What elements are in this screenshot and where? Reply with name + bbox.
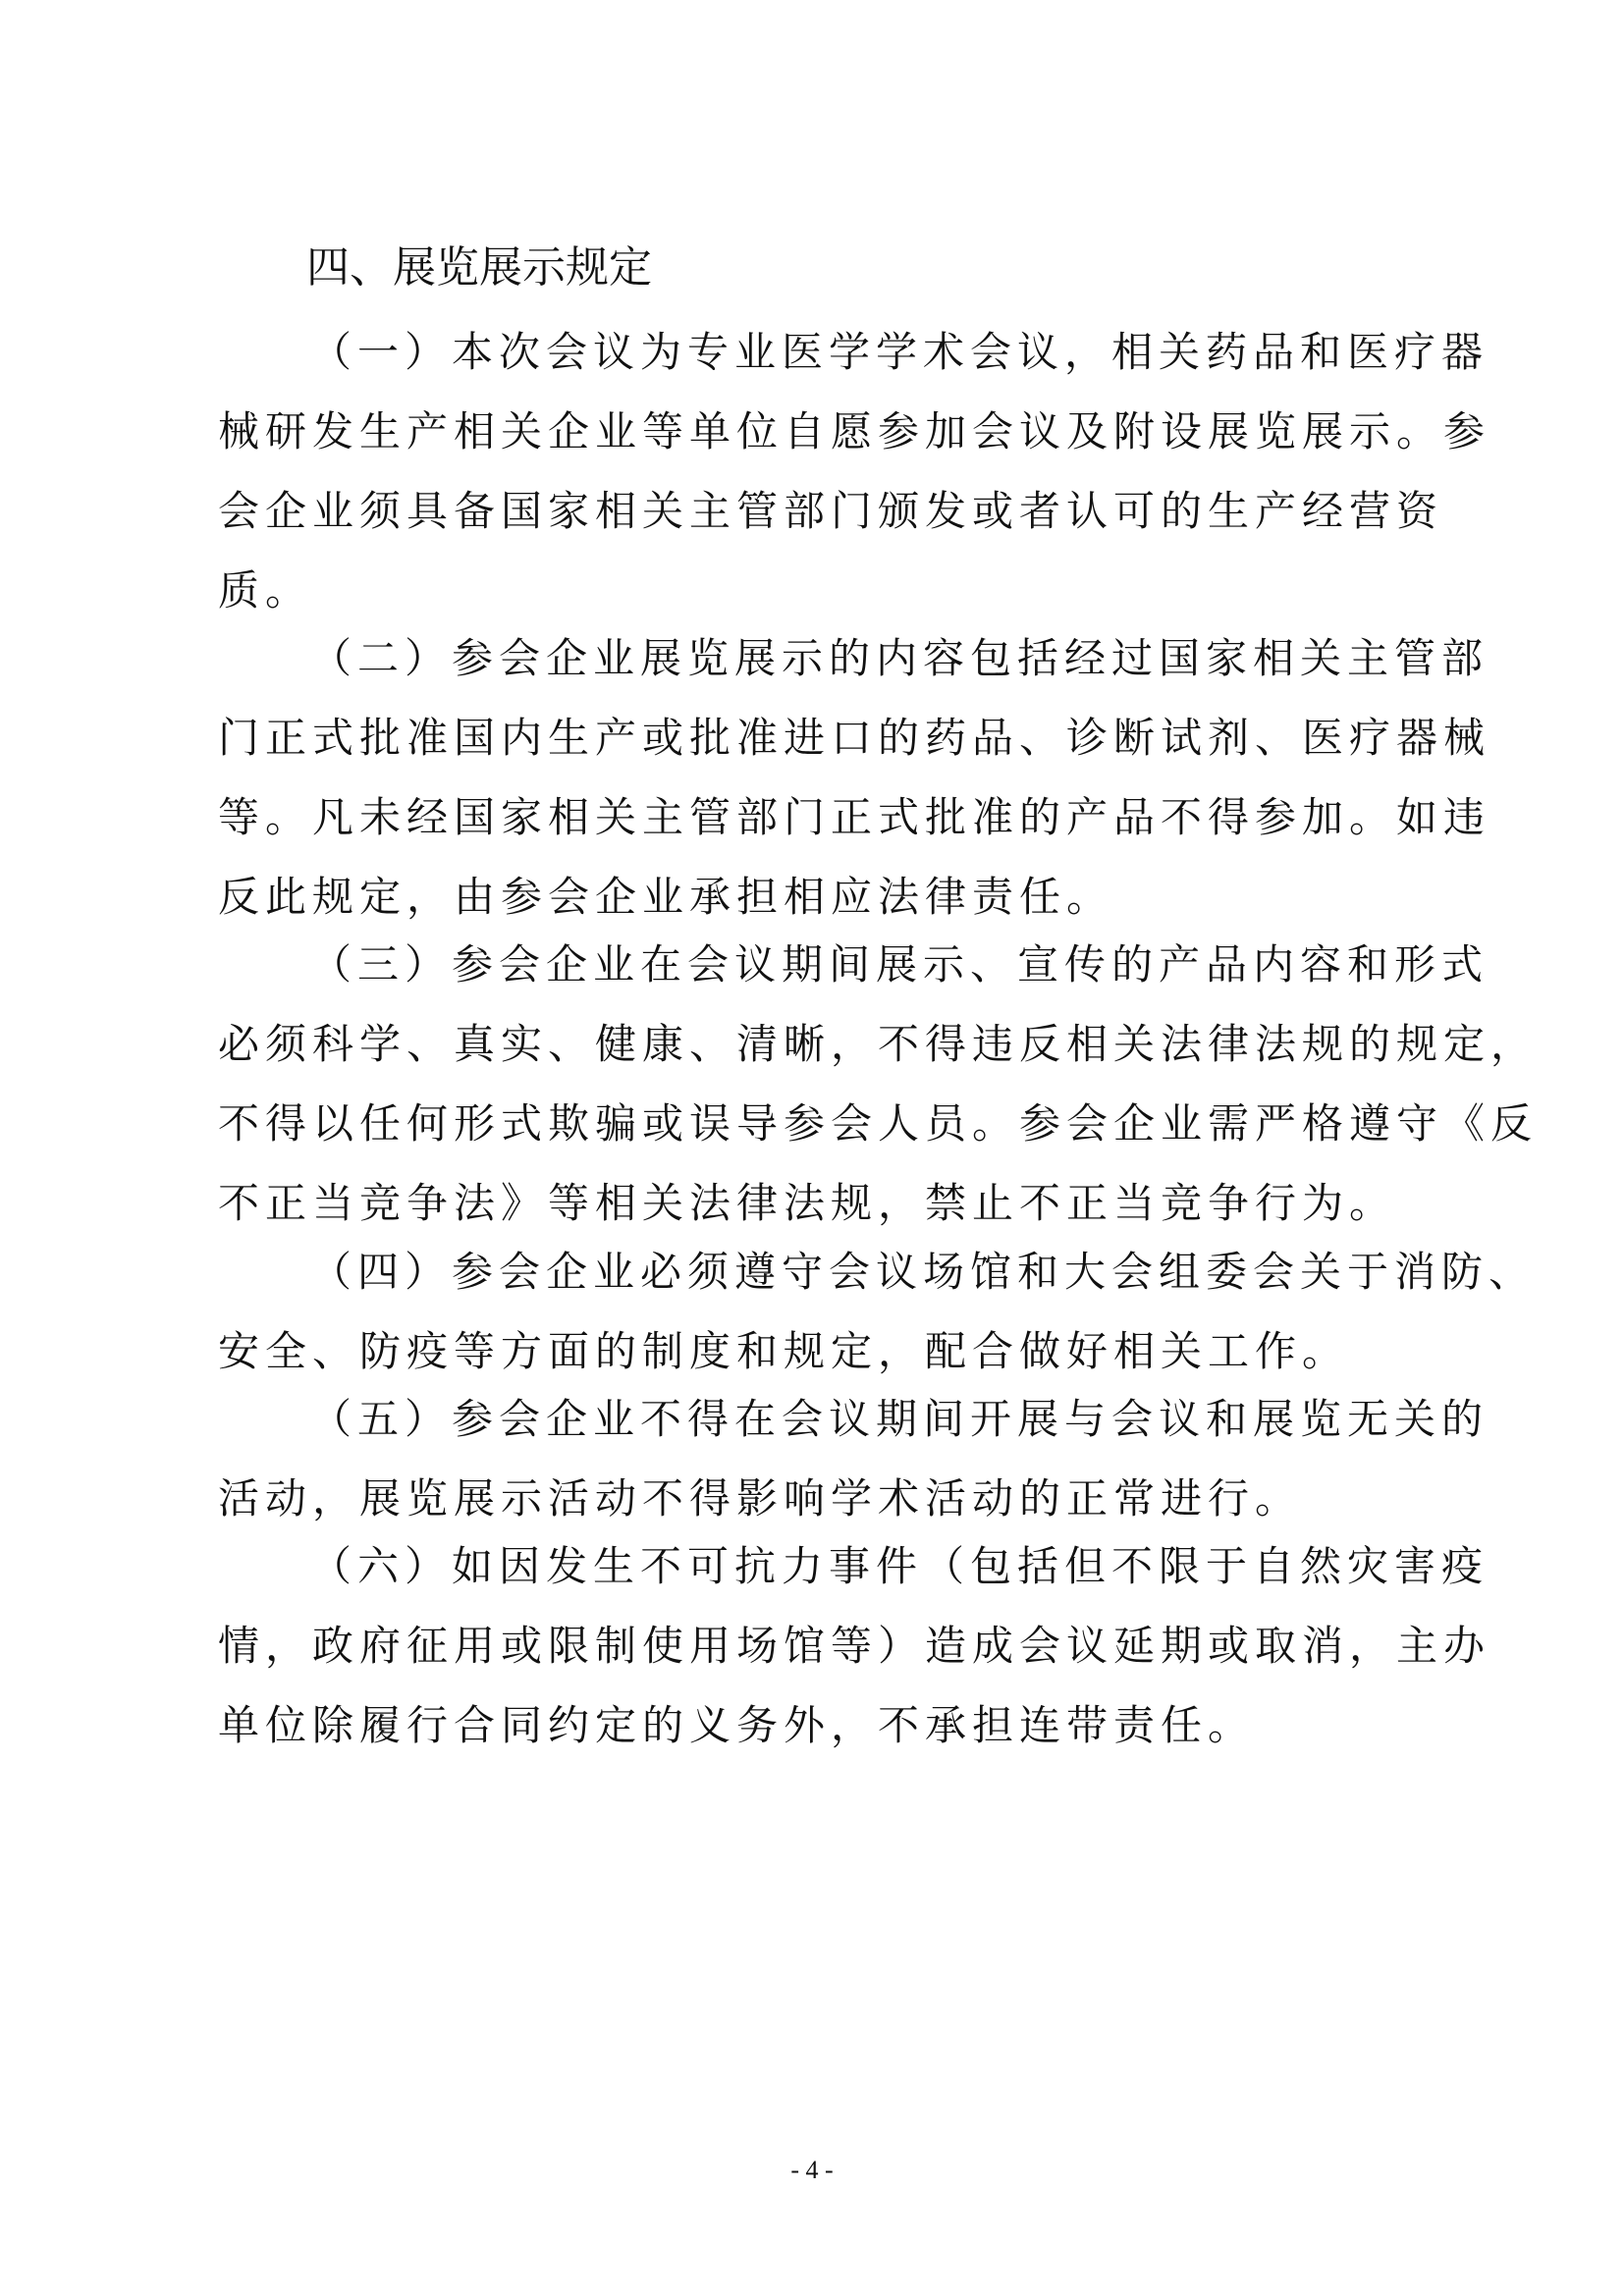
- paragraph-line: 活动，展览展示活动不得影响学术活动的正常进行。: [218, 1474, 1303, 1522]
- paragraph-line: （六）如因发生不可抗力事件（包括但不限于自然灾害疫: [310, 1542, 1489, 1590]
- paragraph-4: [218, 1232, 1537, 1391]
- paragraph-line: 安全、防疫等方面的制度和规定，配合做好相关工作。: [218, 1327, 1350, 1375]
- paragraph-line: 单位除履行合同约定的义务外，不承担连带责任。: [218, 1701, 1256, 1749]
- paragraph-line: 反此规定，由参会企业承担相应法律责任。: [218, 873, 1114, 921]
- section-heading: 四、展览展示规定: [306, 242, 652, 293]
- paragraph-line: （五）参会企业不得在会议期间开展与会议和展览无关的: [310, 1395, 1489, 1443]
- paragraph-line: （四）参会企业必须遵守会议场馆和大会组委会关于消防、: [310, 1248, 1537, 1296]
- paragraph-6: [218, 1526, 1491, 1765]
- paragraph-line: 会企业须具备国家相关主管部门颁发或者认可的生产经营资: [218, 487, 1444, 535]
- paragraph-line: 不正当竞争法》等相关法律法规，禁止不正当竞争行为。: [218, 1179, 1397, 1227]
- paragraph-3: [218, 925, 1539, 1243]
- paragraph-line: （一）本次会议为专业医学学术会议，相关药品和医疗器: [310, 328, 1489, 376]
- paragraph-line: 情，政府征用或限制使用场馆等）造成会议延期或取消，主办: [218, 1622, 1491, 1670]
- paragraph-line: 不得以任何形式欺骗或误导参会人员。参会企业需严格遵守《反: [218, 1099, 1539, 1148]
- paragraph-line: 等。凡未经国家相关主管部门正式批准的产品不得参加。如违: [218, 793, 1491, 841]
- paragraph-line: 必须科学、真实、健康、清晰，不得违反相关法律法规的规定，: [218, 1020, 1539, 1068]
- page-number: - 4 -: [790, 2156, 834, 2184]
- paragraph-line: 械研发生产相关企业等单位自愿参加会议及附设展览展示。参: [218, 407, 1491, 455]
- paragraph-line: （二）参会企业展览展示的内容包括经过国家相关主管部: [310, 634, 1489, 682]
- paragraph-5: [218, 1379, 1489, 1538]
- paragraph-1: [218, 312, 1491, 630]
- paragraph-2: [218, 618, 1491, 936]
- paragraph-line: 门正式批准国内生产或批准进口的药品、诊断试剂、医疗器械: [218, 714, 1491, 762]
- paragraph-line: （三）参会企业在会议期间展示、宣传的产品内容和形式: [310, 940, 1489, 988]
- paragraph-line: 质。: [218, 566, 313, 614]
